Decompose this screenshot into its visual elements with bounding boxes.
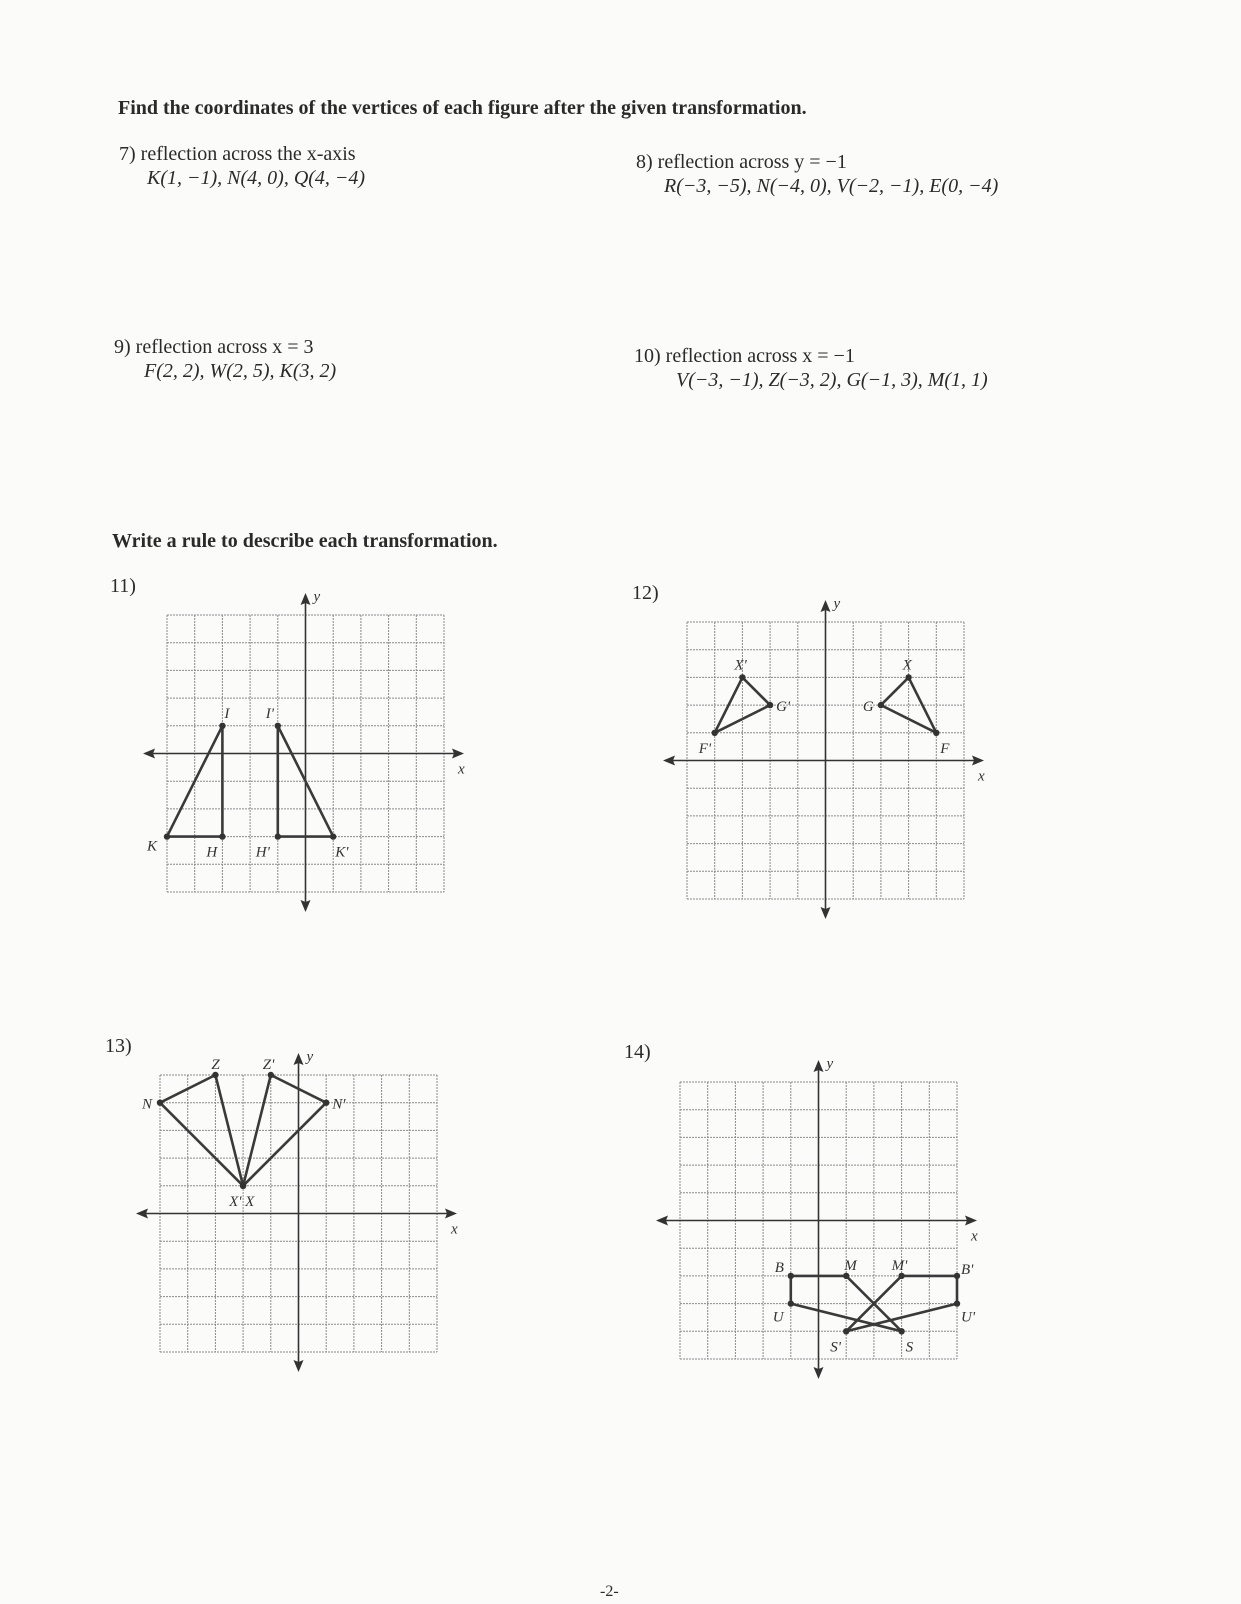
vertex-label: U'	[961, 1309, 976, 1326]
vertex-label: B	[774, 1259, 784, 1276]
vertex-label: K	[147, 838, 158, 855]
vertex-point	[905, 674, 911, 680]
y-axis-label: y	[313, 589, 321, 605]
y-axis-label: y	[826, 1056, 834, 1072]
instruction-write-rule: Write a rule to describe each transformation.	[112, 530, 498, 552]
vertex-label: H'	[255, 844, 270, 861]
vertex-point	[712, 730, 718, 736]
vertex-label: M	[844, 1257, 857, 1274]
vertex-label: X	[245, 1193, 255, 1210]
vertex-point	[323, 1100, 329, 1106]
x-axis-label: x	[458, 761, 465, 778]
problem-10	[634, 344, 988, 392]
vertex-point	[219, 723, 225, 729]
instruction-find-coordinates: Find the coordinates of the vertices of each figure after the given transformation.	[118, 97, 807, 119]
vertex-point	[157, 1100, 163, 1106]
graph-problem-11	[135, 583, 476, 929]
problem-13-number: 13)	[105, 1035, 132, 1057]
vertex-point	[219, 833, 225, 839]
problem-vertices: F(2, 2), W(2, 5), K(3, 2)	[144, 360, 337, 382]
x-axis-label: x	[978, 768, 985, 785]
y-axis-label: y	[833, 596, 841, 612]
problem-number: 8)	[636, 151, 653, 173]
problem-transformation: reflection across the x-axis	[140, 143, 356, 165]
vertex-point	[843, 1328, 849, 1334]
problem-transformation: reflection across x = 3	[135, 336, 314, 358]
problem-number: 7)	[119, 143, 136, 165]
vertex-label: G'	[776, 699, 791, 716]
x-axis-label: x	[971, 1228, 978, 1245]
vertex-point	[275, 723, 281, 729]
vertex-point	[878, 702, 884, 708]
vertex-label: N	[142, 1096, 153, 1113]
vertex-label: N'	[332, 1096, 346, 1113]
vertex-label: S	[905, 1339, 914, 1356]
vertex-label: F'	[698, 740, 712, 757]
vertex-point	[240, 1183, 246, 1189]
vertex-label: I	[224, 705, 230, 722]
problem-8	[636, 150, 998, 198]
vertex-label: S'	[830, 1339, 841, 1356]
problem-vertices: V(−3, −1), Z(−3, 2), G(−1, 3), M(1, 1)	[676, 369, 988, 391]
vertex-label: F	[940, 740, 950, 757]
problem-12-number: 12)	[632, 582, 659, 604]
coordinate-plane	[648, 1050, 989, 1391]
page-number: -2-	[600, 1583, 619, 1600]
x-axis-label: x	[451, 1221, 458, 1238]
problem-9	[114, 335, 336, 383]
vertex-label: K'	[335, 844, 349, 861]
vertex-label: X	[902, 657, 912, 674]
graph-problem-13	[128, 1043, 469, 1389]
vertex-label: I'	[265, 705, 275, 722]
problem-14-number: 14)	[624, 1041, 651, 1063]
vertex-point	[954, 1273, 960, 1279]
coordinate-plane	[128, 1043, 469, 1384]
vertex-label: X'	[734, 657, 747, 674]
graph-problem-14	[648, 1050, 989, 1396]
vertex-point	[933, 730, 939, 736]
vertex-point	[164, 833, 170, 839]
vertex-point	[954, 1300, 960, 1306]
vertex-point	[739, 674, 745, 680]
vertex-point	[330, 833, 336, 839]
vertex-label: U	[772, 1309, 784, 1326]
coordinate-plane	[655, 590, 996, 931]
vertex-point	[788, 1300, 794, 1306]
problem-11-number: 11)	[110, 575, 136, 597]
vertex-label: H	[206, 844, 218, 861]
vertex-label: X'	[229, 1193, 242, 1210]
vertex-label: M'	[891, 1257, 908, 1274]
problem-7	[119, 142, 365, 190]
vertex-point	[788, 1273, 794, 1279]
graph-problem-12	[655, 590, 996, 936]
vertex-point	[275, 833, 281, 839]
vertex-label: Z'	[262, 1057, 275, 1073]
y-axis-label: y	[306, 1049, 314, 1065]
vertex-label: B'	[961, 1261, 974, 1278]
vertex-label: G	[862, 699, 874, 716]
problem-vertices: R(−3, −5), N(−4, 0), V(−2, −1), E(0, −4)	[664, 175, 999, 197]
vertex-point	[767, 702, 773, 708]
vertex-label: Z	[211, 1057, 220, 1073]
problem-number: 10)	[634, 345, 661, 367]
vertex-point	[898, 1328, 904, 1334]
problem-number: 9)	[114, 336, 131, 358]
problem-vertices: K(1, −1), N(4, 0), Q(4, −4)	[147, 167, 366, 189]
problem-transformation: reflection across y = −1	[657, 151, 847, 173]
coordinate-plane	[135, 583, 476, 924]
problem-transformation: reflection across x = −1	[665, 345, 855, 367]
